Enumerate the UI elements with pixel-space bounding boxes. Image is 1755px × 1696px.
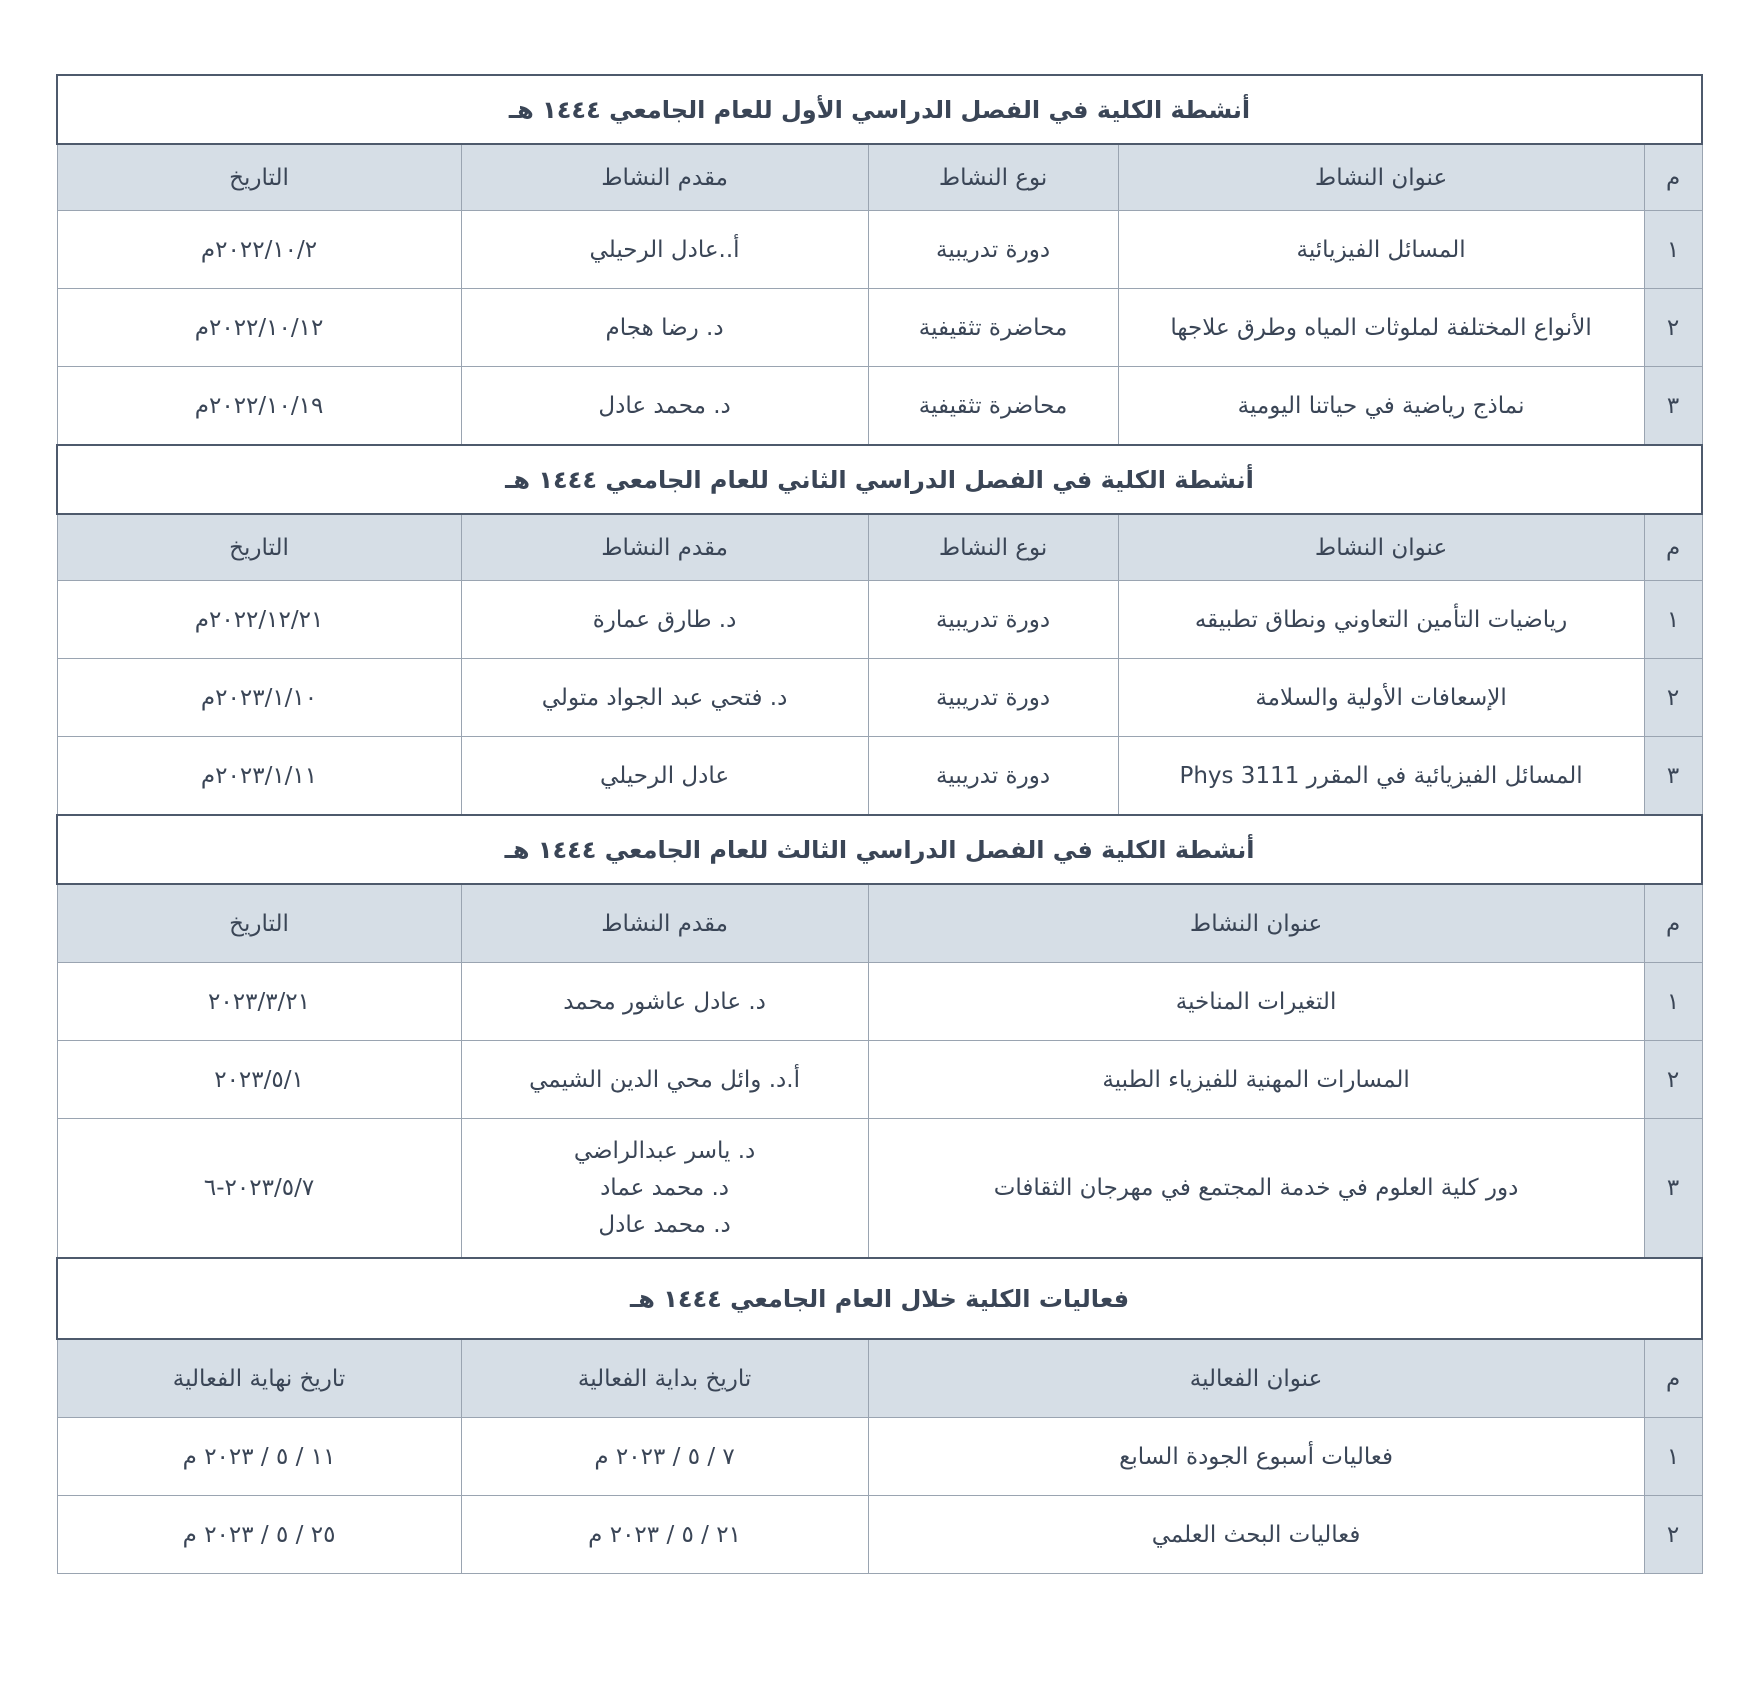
activity-title: المسارات المهنية للفيزياء الطبية <box>868 1041 1644 1119</box>
row-number: ٣ <box>1644 1119 1702 1259</box>
row-number: ١ <box>1644 581 1702 659</box>
activity-date: ٢٠٢٣/٥/٧-٦ <box>57 1119 461 1259</box>
header-presenter: مقدم النشاط <box>461 884 868 963</box>
activity-title: المسائل الفيزيائية في المقرر Phys 3111 <box>1118 737 1644 816</box>
activities-document <box>56 74 1701 1574</box>
header-activity-type: نوع النشاط <box>868 514 1118 581</box>
table-row <box>57 737 1702 816</box>
section-3-title: أنشطة الكلية في الفصل الدراسي الثالث للعام الجامعي ١٤٤٤ هـ <box>57 815 1702 884</box>
activity-presenter: د. عادل عاشور محمد <box>461 963 868 1041</box>
activity-date: ٢٠٢٣/١/١٠م <box>57 659 461 737</box>
activity-type: دورة تدريبية <box>868 659 1118 737</box>
table-row <box>57 289 1702 367</box>
activity-title: رياضيات التأمين التعاوني ونطاق تطبيقه <box>1118 581 1644 659</box>
activity-date: ٢٠٢٢/١٠/١٩م <box>57 367 461 446</box>
table-row <box>57 1041 1702 1119</box>
activity-date: ٢٠٢٣/٥/١ <box>57 1041 461 1119</box>
table-row <box>57 963 1702 1041</box>
header-activity-title: عنوان النشاط <box>1118 514 1644 581</box>
activity-presenters <box>461 1119 868 1259</box>
table-row <box>57 1418 1702 1496</box>
activity-title: الأنواع المختلفة لملوثات المياه وطرق علاجها <box>1118 289 1644 367</box>
table-row <box>57 211 1702 289</box>
header-presenter: مقدم النشاط <box>461 514 868 581</box>
header-date: التاريخ <box>57 514 461 581</box>
section-1-header-row <box>57 144 1702 211</box>
table-row <box>57 1119 1702 1259</box>
header-event-title: عنوان الفعالية <box>868 1339 1644 1418</box>
row-number: ١ <box>1644 963 1702 1041</box>
activity-type: دورة تدريبية <box>868 581 1118 659</box>
table-row <box>57 1496 1702 1574</box>
event-start-date: ٢١ / ٥ / ٢٠٢٣ م <box>461 1496 868 1574</box>
activity-presenter: د. رضا هجام <box>461 289 868 367</box>
header-date: التاريخ <box>57 884 461 963</box>
row-number: ٢ <box>1644 1496 1702 1574</box>
row-number: ١ <box>1644 1418 1702 1496</box>
presenter-name: د. ياسر عبدالراضي <box>573 1137 756 1164</box>
header-num: م <box>1644 1339 1702 1418</box>
presenter-name: د. محمد عماد <box>600 1174 730 1201</box>
activity-presenter: أ.د. وائل محي الدين الشيمي <box>461 1041 868 1119</box>
activities-table <box>56 74 1703 1574</box>
activity-date: ٢٠٢٣/١/١١م <box>57 737 461 816</box>
activity-presenter: د. طارق عمارة <box>461 581 868 659</box>
activity-presenter: عادل الرحيلي <box>461 737 868 816</box>
activity-title: المسائل الفيزيائية <box>1118 211 1644 289</box>
activity-date: ٢٠٢٢/١٠/٢م <box>57 211 461 289</box>
activity-title: دور كلية العلوم في خدمة المجتمع في مهرجان الثقافات <box>868 1119 1644 1259</box>
row-number: ٢ <box>1644 1041 1702 1119</box>
section-1-title-row <box>57 75 1702 144</box>
row-number: ١ <box>1644 211 1702 289</box>
activity-presenter: أ..عادل الرحيلي <box>461 211 868 289</box>
activity-title: نماذج رياضية في حياتنا اليومية <box>1118 367 1644 446</box>
row-number: ٣ <box>1644 737 1702 816</box>
section-1-title: أنشطة الكلية في الفصل الدراسي الأول للعام الجامعي ١٤٤٤ هـ <box>57 75 1702 144</box>
activity-title: الإسعافات الأولية والسلامة <box>1118 659 1644 737</box>
event-end-date: ١١ / ٥ / ٢٠٢٣ م <box>57 1418 461 1496</box>
activity-presenter: د. محمد عادل <box>461 367 868 446</box>
row-number: ٣ <box>1644 367 1702 446</box>
section-2-header-row <box>57 514 1702 581</box>
section-4-header-row <box>57 1339 1702 1418</box>
event-title: فعاليات أسبوع الجودة السابع <box>868 1418 1644 1496</box>
header-activity-type: نوع النشاط <box>868 144 1118 211</box>
table-row <box>57 581 1702 659</box>
header-activity-title: عنوان النشاط <box>868 884 1644 963</box>
header-end-date: تاريخ نهاية الفعالية <box>57 1339 461 1418</box>
row-number: ٢ <box>1644 289 1702 367</box>
activity-type: محاضرة تثقيفية <box>868 367 1118 446</box>
section-4-title-row <box>57 1258 1702 1339</box>
header-start-date: تاريخ بداية الفعالية <box>461 1339 868 1418</box>
presenter-name: د. محمد عادل <box>598 1211 731 1238</box>
activity-date: ٢٠٢٣/٣/٢١ <box>57 963 461 1041</box>
table-row <box>57 367 1702 446</box>
header-date: التاريخ <box>57 144 461 211</box>
activity-title: التغيرات المناخية <box>868 963 1644 1041</box>
section-3-header-row <box>57 884 1702 963</box>
activity-type: دورة تدريبية <box>868 737 1118 816</box>
section-4-title: فعاليات الكلية خلال العام الجامعي ١٤٤٤ هـ <box>57 1258 1702 1339</box>
event-start-date: ٧ / ٥ / ٢٠٢٣ م <box>461 1418 868 1496</box>
activity-type: دورة تدريبية <box>868 211 1118 289</box>
header-num: م <box>1644 514 1702 581</box>
header-presenter: مقدم النشاط <box>461 144 868 211</box>
section-3-title-row <box>57 815 1702 884</box>
activity-date: ٢٠٢٢/١٢/٢١م <box>57 581 461 659</box>
event-title: فعاليات البحث العلمي <box>868 1496 1644 1574</box>
header-activity-title: عنوان النشاط <box>1118 144 1644 211</box>
event-end-date: ٢٥ / ٥ / ٢٠٢٣ م <box>57 1496 461 1574</box>
section-2-title: أنشطة الكلية في الفصل الدراسي الثاني للعام الجامعي ١٤٤٤ هـ <box>57 445 1702 514</box>
activity-type: محاضرة تثقيفية <box>868 289 1118 367</box>
header-num: م <box>1644 144 1702 211</box>
section-2-title-row <box>57 445 1702 514</box>
table-row <box>57 659 1702 737</box>
activity-presenter: د. فتحي عبد الجواد متولي <box>461 659 868 737</box>
header-num: م <box>1644 884 1702 963</box>
activity-date: ٢٠٢٢/١٠/١٢م <box>57 289 461 367</box>
row-number: ٢ <box>1644 659 1702 737</box>
